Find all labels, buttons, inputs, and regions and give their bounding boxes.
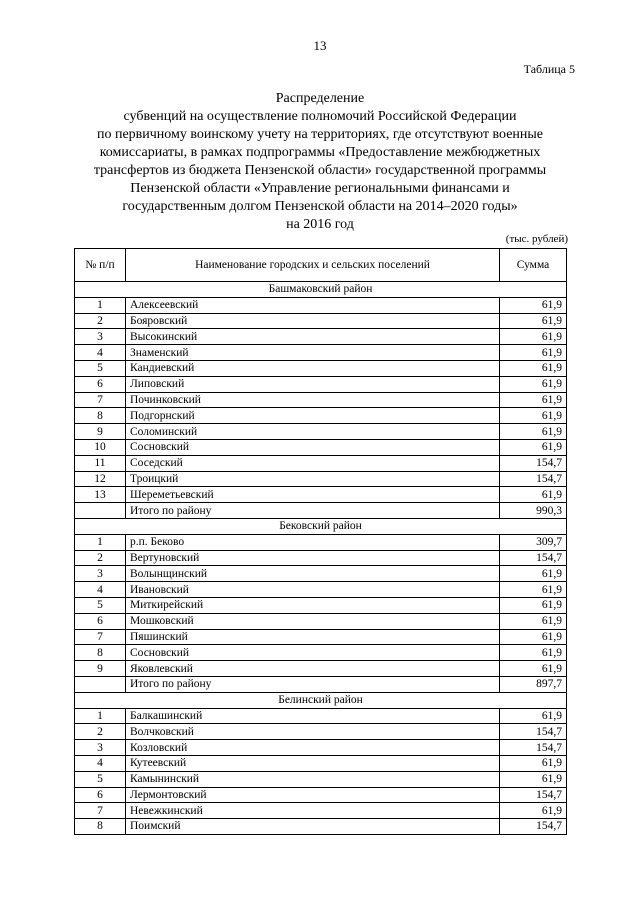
table-row xyxy=(75,439,567,455)
table-row xyxy=(75,771,567,787)
row-sum: 61,9 xyxy=(500,629,567,645)
row-number: 4 xyxy=(75,582,126,598)
row-number: 5 xyxy=(75,360,126,376)
row-number: 3 xyxy=(75,566,126,582)
row-sum: 154,7 xyxy=(500,724,567,740)
row-sum: 61,9 xyxy=(500,439,567,455)
row-number: 5 xyxy=(75,771,126,787)
title-line: трансфертов из бюджета Пензенской области» государственной программы xyxy=(93,163,547,178)
total-row xyxy=(75,503,567,519)
row-number: 9 xyxy=(75,661,126,677)
table-row xyxy=(75,755,567,771)
row-sum: 154,7 xyxy=(500,471,567,487)
settlement-name: Соломинский xyxy=(126,424,500,440)
row-number: 2 xyxy=(75,724,126,740)
settlement-name: Липовский xyxy=(126,376,500,392)
settlement-name: Починковский xyxy=(126,392,500,408)
row-number: 2 xyxy=(75,550,126,566)
settlement-name: Мошковский xyxy=(126,613,500,629)
total-sum: 990,3 xyxy=(500,503,567,519)
settlement-name: Волчковский xyxy=(126,724,500,740)
settlement-name: Волынщинский xyxy=(126,566,500,582)
row-number: 8 xyxy=(75,408,126,424)
settlement-name: Кутеевский xyxy=(126,755,500,771)
row-number: 1 xyxy=(75,708,126,724)
table-row xyxy=(75,724,567,740)
row-number: 3 xyxy=(75,740,126,756)
table-row xyxy=(75,424,567,440)
row-sum: 61,9 xyxy=(500,487,567,503)
table-label: Таблица 5 xyxy=(523,62,575,76)
settlement-name: Высокинский xyxy=(126,329,500,345)
table-row xyxy=(75,803,567,819)
subsidy-table xyxy=(74,248,567,835)
district-name: Башмаковский район xyxy=(75,282,567,298)
table-row xyxy=(75,645,567,661)
row-number: 3 xyxy=(75,329,126,345)
table-row xyxy=(75,550,567,566)
row-sum: 61,9 xyxy=(500,771,567,787)
settlement-name: Козловский xyxy=(126,740,500,756)
table-row xyxy=(75,629,567,645)
row-number: 4 xyxy=(75,755,126,771)
row-number: 6 xyxy=(75,376,126,392)
row-sum: 61,9 xyxy=(500,597,567,613)
row-number: 4 xyxy=(75,345,126,361)
settlement-name: Поимский xyxy=(126,819,500,835)
header-name: Наименование городских и сельских поселений xyxy=(126,249,500,282)
district-row xyxy=(75,282,567,298)
header-sum: Сумма xyxy=(500,249,567,282)
row-sum: 61,9 xyxy=(500,582,567,598)
total-num-cell xyxy=(75,503,126,519)
row-number: 13 xyxy=(75,487,126,503)
settlement-name: Пяшинский xyxy=(126,629,500,645)
row-sum: 309,7 xyxy=(500,534,567,550)
title-line: Распределение xyxy=(275,91,365,106)
total-label: Итого по району xyxy=(126,676,500,692)
row-number: 10 xyxy=(75,439,126,455)
row-number: 6 xyxy=(75,787,126,803)
title-line: комиссариаты, в рамках подпрограммы «Предоставление межбюджетных xyxy=(99,145,541,160)
table-row xyxy=(75,787,567,803)
settlement-name: Невежкинский xyxy=(126,803,500,819)
table-row xyxy=(75,471,567,487)
title-line: субвенций на осуществление полномочий Российской Федерации xyxy=(123,109,517,124)
table-row xyxy=(75,597,567,613)
row-sum: 61,9 xyxy=(500,360,567,376)
row-number: 8 xyxy=(75,645,126,661)
settlement-name: Соседский xyxy=(126,455,500,471)
settlement-name: Вертуновский xyxy=(126,550,500,566)
settlement-name: Бояровский xyxy=(126,313,500,329)
district-name: Бековский район xyxy=(75,518,567,534)
row-sum: 61,9 xyxy=(500,708,567,724)
title-line: государственным долгом Пензенской области на 2014–2020 годы» xyxy=(122,199,518,214)
row-sum: 61,9 xyxy=(500,408,567,424)
row-number: 11 xyxy=(75,455,126,471)
total-num-cell xyxy=(75,676,126,692)
row-number: 8 xyxy=(75,819,126,835)
total-label: Итого по району xyxy=(126,503,500,519)
table-row xyxy=(75,360,567,376)
settlement-name: Знаменский xyxy=(126,345,500,361)
table-row xyxy=(75,740,567,756)
row-sum: 61,9 xyxy=(500,345,567,361)
row-sum: 61,9 xyxy=(500,566,567,582)
table-row xyxy=(75,582,567,598)
table-row xyxy=(75,613,567,629)
row-number: 7 xyxy=(75,392,126,408)
row-sum: 61,9 xyxy=(500,297,567,313)
row-number: 9 xyxy=(75,424,126,440)
table-row xyxy=(75,345,567,361)
settlement-name: р.п. Беково xyxy=(126,534,500,550)
settlement-name: Камынинский xyxy=(126,771,500,787)
document-title xyxy=(60,90,580,234)
row-sum: 61,9 xyxy=(500,661,567,677)
settlement-name: Лермонтовский xyxy=(126,787,500,803)
row-number: 12 xyxy=(75,471,126,487)
row-sum: 61,9 xyxy=(500,803,567,819)
row-number: 6 xyxy=(75,613,126,629)
total-row xyxy=(75,676,567,692)
total-sum: 897,7 xyxy=(500,676,567,692)
unit-label: (тыс. рублей) xyxy=(505,233,568,245)
table-row xyxy=(75,392,567,408)
row-sum: 61,9 xyxy=(500,613,567,629)
row-sum: 61,9 xyxy=(500,755,567,771)
title-line: по первичному воинскому учету на территориях, где отсутствуют военные xyxy=(96,127,544,142)
row-sum: 154,7 xyxy=(500,787,567,803)
settlement-name: Ивановский xyxy=(126,582,500,598)
table-row xyxy=(75,566,567,582)
table-row xyxy=(75,487,567,503)
settlement-name: Яковлевский xyxy=(126,661,500,677)
table-header-row xyxy=(75,249,567,282)
row-sum: 154,7 xyxy=(500,740,567,756)
table-row xyxy=(75,329,567,345)
row-sum: 61,9 xyxy=(500,645,567,661)
table-body xyxy=(75,282,567,835)
row-number: 1 xyxy=(75,534,126,550)
district-row xyxy=(75,692,567,708)
table-row xyxy=(75,819,567,835)
row-sum: 154,7 xyxy=(500,455,567,471)
row-sum: 61,9 xyxy=(500,392,567,408)
table-row xyxy=(75,455,567,471)
settlement-name: Балкашинский xyxy=(126,708,500,724)
row-number: 2 xyxy=(75,313,126,329)
title-line: на 2016 год xyxy=(286,217,354,232)
row-sum: 154,7 xyxy=(500,550,567,566)
settlement-name: Шереметьевский xyxy=(126,487,500,503)
settlement-name: Троицкий xyxy=(126,471,500,487)
row-number: 1 xyxy=(75,297,126,313)
row-number: 7 xyxy=(75,803,126,819)
table-row xyxy=(75,661,567,677)
table-row xyxy=(75,408,567,424)
header-num: № п/п xyxy=(75,249,126,282)
table-row xyxy=(75,376,567,392)
table-row xyxy=(75,297,567,313)
district-name: Белинский район xyxy=(75,692,567,708)
table-row xyxy=(75,534,567,550)
settlement-name: Подгорнский xyxy=(126,408,500,424)
row-sum: 154,7 xyxy=(500,819,567,835)
row-sum: 61,9 xyxy=(500,313,567,329)
row-number: 7 xyxy=(75,629,126,645)
table-row xyxy=(75,313,567,329)
table-row xyxy=(75,708,567,724)
row-sum: 61,9 xyxy=(500,424,567,440)
settlement-name: Алексеевский xyxy=(126,297,500,313)
row-sum: 61,9 xyxy=(500,376,567,392)
row-number: 5 xyxy=(75,597,126,613)
settlement-name: Сосновский xyxy=(126,645,500,661)
page-number: 13 xyxy=(313,38,327,53)
title-line: Пензенской области «Управление региональными финансами и xyxy=(130,181,510,196)
settlement-name: Сосновский xyxy=(126,439,500,455)
settlement-name: Миткирейский xyxy=(126,597,500,613)
district-row xyxy=(75,518,567,534)
row-sum: 61,9 xyxy=(500,329,567,345)
settlement-name: Кандиевский xyxy=(126,360,500,376)
